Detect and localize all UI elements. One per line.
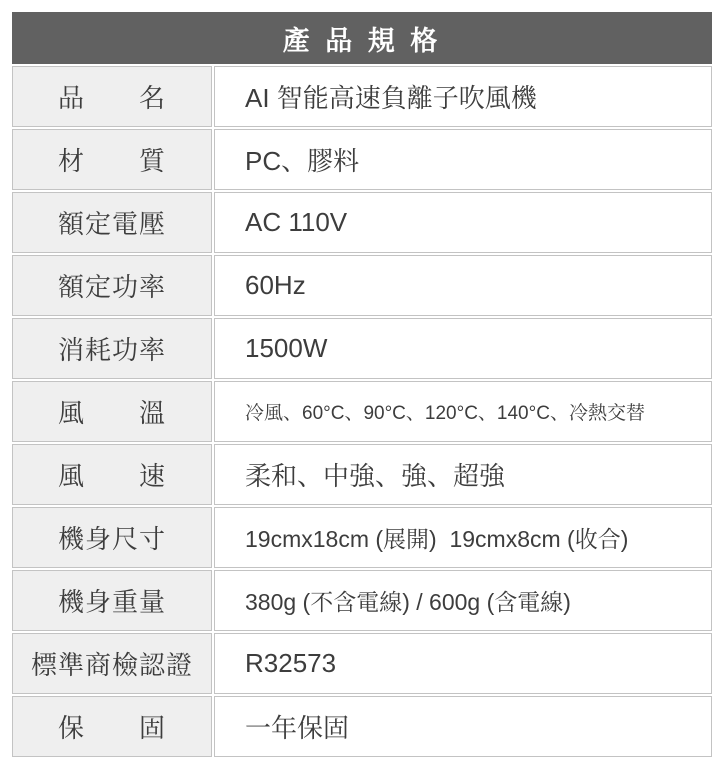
spec-value-power-consumption: 1500W [214,318,712,379]
spec-label-warranty: 保 固 [12,696,212,757]
spec-label-rated-voltage: 額定電壓 [12,192,212,253]
spec-value-warranty: 一年保固 [214,696,712,757]
spec-value-rated-frequency: 60Hz [214,255,712,316]
table-title: 產 品 規 格 [12,12,712,64]
spec-value-body-size: 19cmx18cm (展開) 19cmx8cm (收合) [214,507,712,568]
product-spec-table [12,12,712,757]
spec-label-air-speed: 風 速 [12,444,212,505]
spec-label-power-consumption: 消耗功率 [12,318,212,379]
spec-label-rated-frequency: 額定功率 [12,255,212,316]
spec-label-body-weight: 機身重量 [12,570,212,631]
spec-value-air-temperature: 冷風、60°C、90°C、120°C、140°C、冷熱交替 [214,381,712,442]
spec-label-product-name: 品 名 [12,66,212,127]
spec-label-body-size: 機身尺寸 [12,507,212,568]
spec-value-air-speed: 柔和、中強、強、超強 [214,444,712,505]
spec-label-air-temperature: 風 溫 [12,381,212,442]
spec-value-body-weight: 380g (不含電線) / 600g (含電線) [214,570,712,631]
spec-label-material: 材 質 [12,129,212,190]
spec-value-material: PC、膠料 [214,129,712,190]
spec-label-certification: 標準商檢認證 [12,633,212,694]
spec-value-product-name: AI 智能高速負離子吹風機 [214,66,712,127]
spec-value-certification: R32573 [214,633,712,694]
spec-value-rated-voltage: AC 110V [214,192,712,253]
